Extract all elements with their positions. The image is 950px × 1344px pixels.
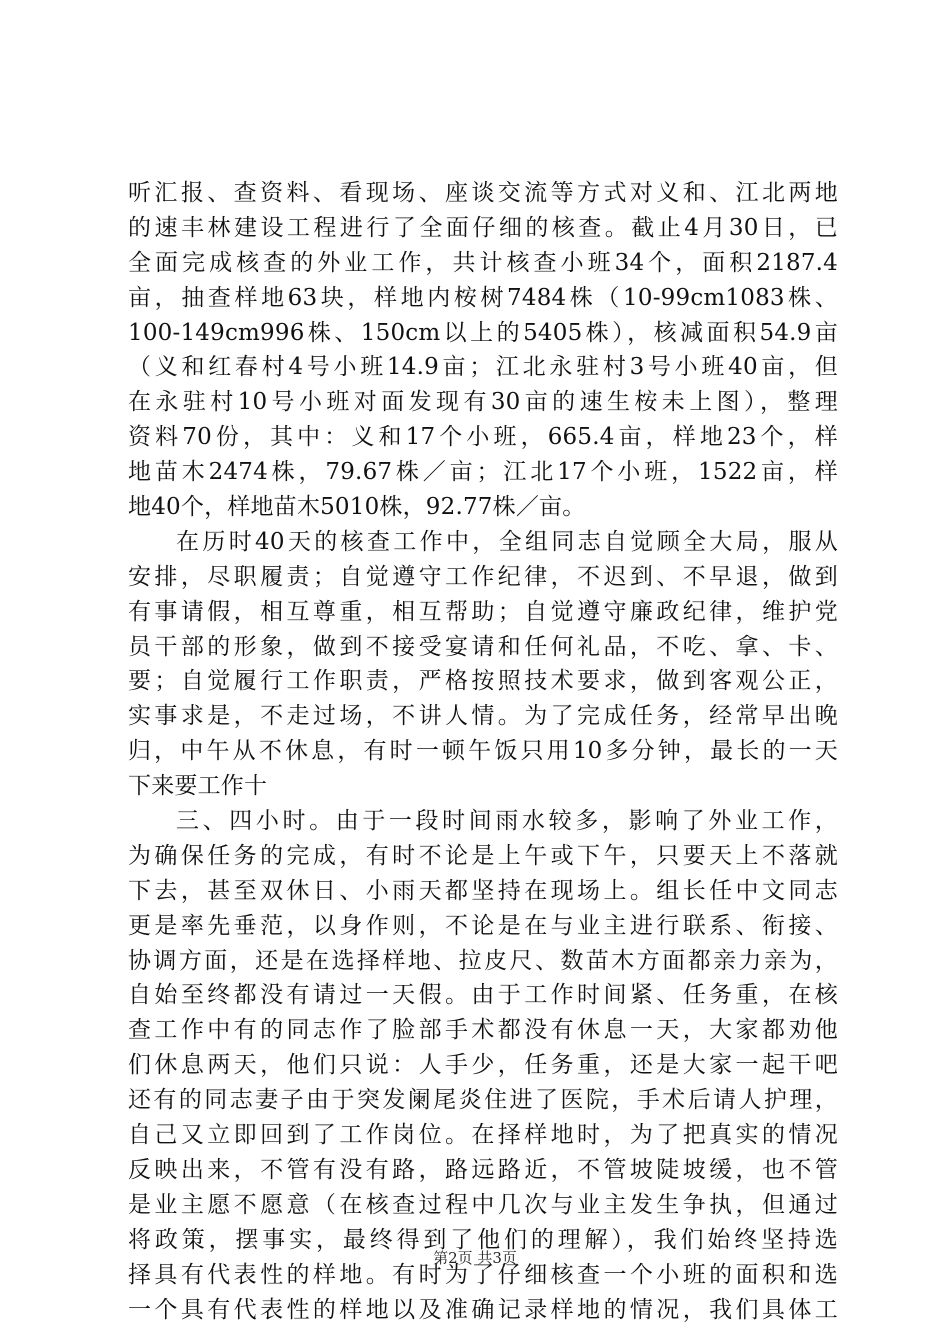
text-line: 下来要工作十 [128, 773, 268, 800]
text-line: 为确保任务的完成，有时不论是上午或下午，只要天上不落就 [128, 842, 838, 869]
text-line: 三、四小时。由于一段时间雨水较多，影响了外业工作， [176, 808, 838, 835]
text-line: 在历时40天的核查工作中，全组同志自觉顾全大局，服从 [176, 528, 838, 555]
document-body [128, 176, 838, 1327]
text-line: 员干部的形象，做到不接受宴请和任何礼品，不吃、拿、卡、 [128, 633, 838, 660]
text-line: 亩，抽查样地63块，样地内桉树7484株（10-99cm1083株、 [128, 284, 838, 311]
text-line: 地40个，样地苗木5010株，92.77株／亩。 [128, 494, 586, 521]
text-line: 地苗木2474株，79.67株／亩；江北17个小班，1522亩，样 [128, 459, 838, 486]
text-line: 自己又立即回到了工作岗位。在择样地时，为了把真实的情况 [128, 1122, 838, 1149]
text-line: 全面完成核查的外业工作，共计核查小班34个，面积2187.4 [128, 249, 838, 276]
text-line: 要；自觉履行工作职责，严格按照技术要求，做到客观公正， [128, 668, 838, 695]
text-line: 是业主愿不愿意（在核查过程中几次与业主发生争执，但通过 [128, 1191, 838, 1218]
text-line: 资料70份，其中：义和17个小班，665.4亩，样地23个，样 [128, 424, 838, 451]
text-line: 听汇报、查资料、看现场、座谈交流等方式对义和、江北两地 [128, 180, 838, 206]
text-line: 100-149cm996株、150cm以上的5405株），核减面积54.9亩 [128, 319, 838, 346]
text-line: 择具有代表性的样地。有时为了仔细核查一个小班的面积和选 [128, 1261, 838, 1288]
text-line: 查工作中有的同志作了脸部手术都没有休息一天，大家都劝他 [128, 1017, 838, 1044]
text-line: 实事求是，不走过场，不讲人情。为了完成任务，经常早出晚 [128, 703, 838, 730]
text-line: 归，中午从不休息，有时一顿午饭只用10多分钟，最长的一天 [128, 738, 838, 765]
text-line: 将政策，摆事实，最终得到了他们的理解），我们始终坚持选 [128, 1226, 838, 1253]
text-line: 一个具有代表性的样地以及准确记录样地的情况，我们具体工 [128, 1296, 838, 1323]
text-line: 安排，尽职履责；自觉遵守工作纪律，不迟到、不早退，做到 [128, 563, 838, 590]
text-line: 更是率先垂范，以身作则，不论是在与业主进行联系、衔接、 [128, 912, 838, 939]
page-footer: 第2页 共3页 [433, 1249, 517, 1267]
text-line: 自始至终都没有请过一天假。由于工作时间紧、任务重，在核 [128, 982, 838, 1009]
text-line: （义和红春村4号小班14.9亩；江北永驻村3号小班40亩，但 [128, 354, 838, 381]
text-line: 下去，甚至双休日、小雨天都坚持在现场上。组长任中文同志 [128, 877, 838, 904]
text-line: 协调方面，还是在选择样地、拉皮尺、数苗木方面都亲力亲为， [128, 947, 838, 974]
text-line: 还有的同志妻子由于突发阑尾炎住进了医院，手术后请人护理， [128, 1087, 838, 1114]
text-line: 们休息两天，他们只说：人手少，任务重，还是大家一起干吧 [128, 1052, 838, 1079]
text-line: 有事请假，相互尊重，相互帮助；自觉遵守廉政纪律，维护党 [128, 598, 838, 625]
text-line: 反映出来，不管有没有路，路远路近，不管坡陡坡缓，也不管 [128, 1156, 838, 1183]
text-line: 在永驻村10号小班对面发现有30亩的速生桉未上图），整理 [128, 389, 838, 416]
text-line: 的速丰林建设工程进行了全面仔细的核查。截止4月30日，已 [128, 214, 838, 241]
